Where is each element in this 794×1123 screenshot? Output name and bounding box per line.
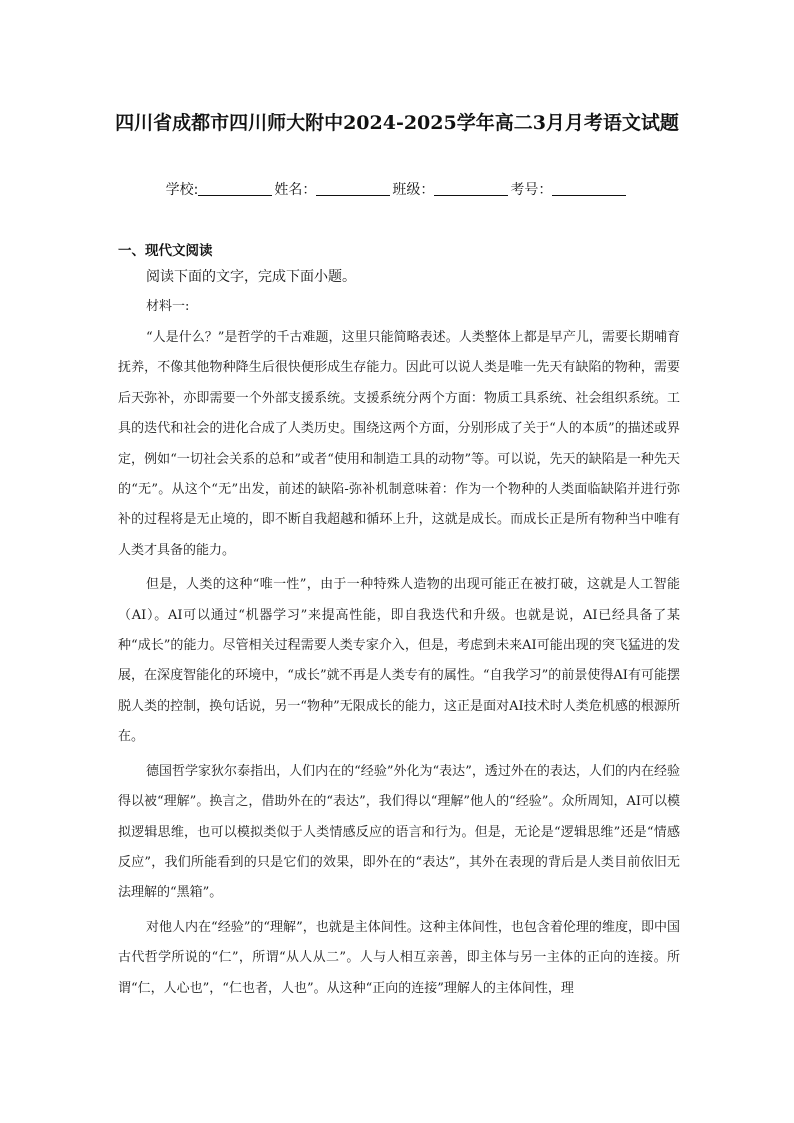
reading-instruction: 阅读下面的文字，完成下面小题。 (146, 269, 356, 285)
paragraph: “人是什么？”是哲学的千古难题，这里只能简略表述。人类整体上都是早产儿，需要长期哺育抚养，不像其他物种降生后很快便形成生存能力。因此可以说人类是唯一先天有缺陷的物种，需要后天弥补，亦即需要一个外部支援系统。支援系统分两个方面：物质工具系统、社会组织系统。工具的迭代和社会的进化合成了人类历史。围绕这两个方面，分别形成了关于“人的本质”的描述或界定，例如“一切社会关系的总和”或者“使用和制造工具的动物”等。可以说，先天的缺陷是一种先天的“无”。从这个“无”出发，前述的缺陷-弥补机制意味着：作为一个物种的人类面临缺陷并进行弥补的过程将是无止境的，即不断自我超越和循环上升，这就是成长。而成长正是所有物种当中唯有人类才具备的能力。 (118, 330, 680, 558)
paragraph: 但是，人类的这种“唯一性”，由于一种特殊人造物的出现可能正在被打破，这就是人工智能（AI）。AI可以通过“机器学习”来提高性能，即自我迭代和升级。也就是说，AI已经具备了某种“成长”的能力。尽管相关过程需要人类专家介入，但是，考虑到未来AI可能出现的突飞猛进的发展，在深度智能化的环境中，“成长”就不再是人类专有的属性。“自我学习”的前景使得AI有可能摆脱人类的控制，换句话说，另一“物种”无限成长的能力，这正是面对AI技术时人类危机感的根源所在。 (118, 577, 680, 745)
passage-body (118, 323, 680, 1008)
class-label: 班级： (392, 182, 435, 198)
name-label: 姓名： (274, 182, 317, 198)
class-blank[interactable] (434, 181, 508, 196)
paragraph: 德国哲学家狄尔泰指出，人们内在的“经验”外化为“表达”，透过外在的表达，人们的内在经验得以被“理解”。换言之，借助外在的“表达”，我们得以“理解”他人的“经验”。众所周知，AI可以模拟逻辑思维，也可以模拟类似于人类情感反应的语言和行为。但是，无论是“逻辑思维”还是“情感反应”，我们所能看到的只是它们的效果，即外在的“表达”，其外在表现的背后是人类目前依旧无法理解的“黑箱”。 (118, 763, 680, 901)
material-label: 材料一: (146, 299, 190, 314)
school-blank[interactable] (198, 181, 272, 196)
document-title: 四川省成都市四川师大附中2024-2025学年高二3月月考语文试题 (115, 112, 679, 134)
exam-number-blank[interactable] (552, 181, 626, 196)
school-label: 学校: (165, 182, 199, 198)
student-info-line (100, 178, 694, 202)
section-heading: 一、现代文阅读 (118, 243, 213, 259)
name-blank[interactable] (316, 181, 390, 196)
exam-number-label: 考号： (510, 182, 553, 198)
paragraph: 对他人内在“经验”的“理解”，也就是主体间性。这种主体间性，也包含着伦理的维度，即中国古代哲学所说的“仁”，所谓“从人从二”。人与人相互亲善，即主体与另一主体的正向的连接。所谓“仁，人心也”，“仁也者，人也”。从这种“正向的连接”理解人的主体间性，理 (118, 919, 680, 996)
